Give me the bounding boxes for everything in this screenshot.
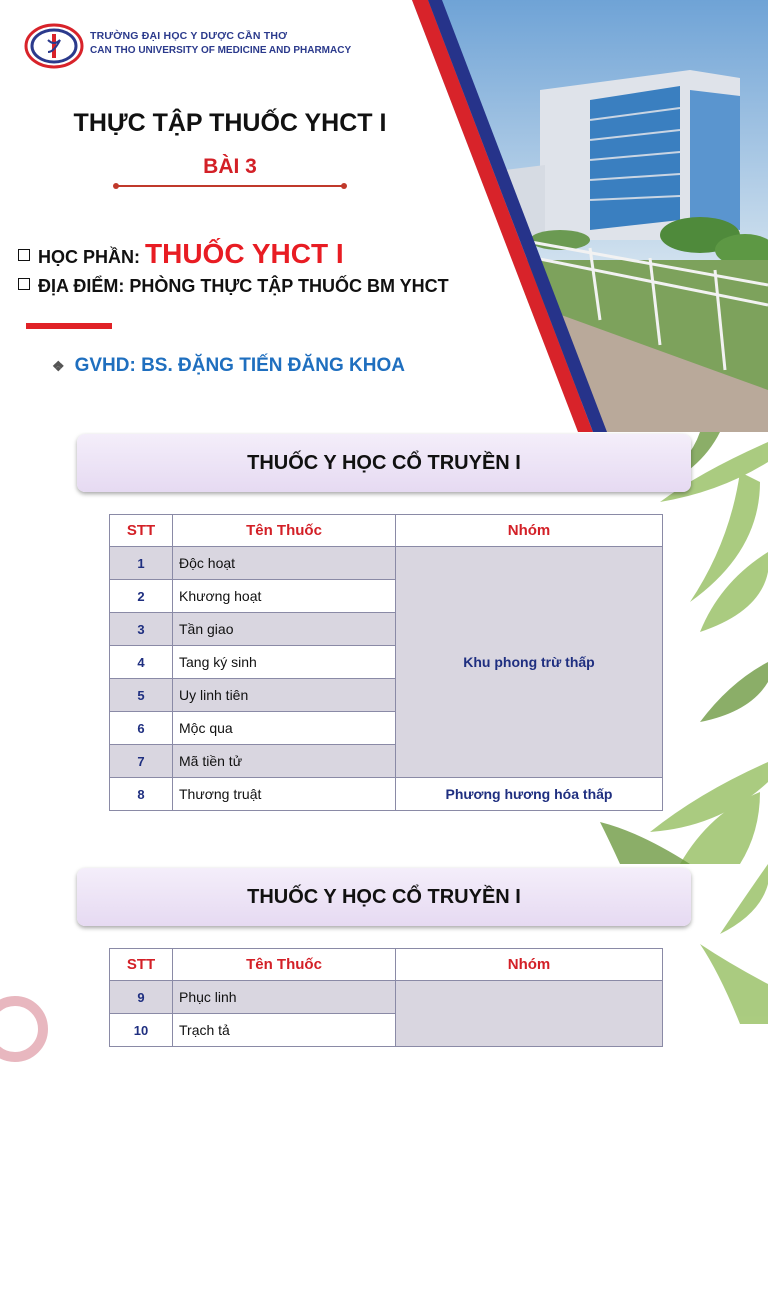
stt-cell: 3 xyxy=(110,613,173,646)
university-name-vn: TRƯỜNG ĐẠI HỌC Y DƯỢC CẦN THƠ xyxy=(90,30,288,42)
stt-cell: 6 xyxy=(110,712,173,745)
herb-name-cell: Độc hoạt xyxy=(173,547,396,580)
herb-name-cell: Khương hoạt xyxy=(173,580,396,613)
herb-name-cell: Trạch tả xyxy=(173,1014,396,1047)
divider-dot-right xyxy=(341,183,347,189)
stt-cell: 2 xyxy=(110,580,173,613)
instructor-name: GVHD: BS. ĐẶNG TIẾN ĐĂNG KHOA xyxy=(74,355,405,376)
herb-name-cell: Phục linh xyxy=(173,981,396,1014)
checkbox-bullet-icon xyxy=(18,249,30,261)
location-label: ĐỊA ĐIỂM: xyxy=(38,276,125,296)
stt-cell: 8 xyxy=(110,778,173,811)
accent-bar xyxy=(26,323,112,329)
stt-cell: 4 xyxy=(110,646,173,679)
herb-name-cell: Thương truật xyxy=(173,778,396,811)
herb-name-cell: Tần giao xyxy=(173,613,396,646)
instructor-line xyxy=(52,355,405,377)
stt-cell: 7 xyxy=(110,745,173,778)
table-row xyxy=(110,778,663,811)
column-header-group: Nhóm xyxy=(396,949,663,981)
diamond-bullet-icon: ❖ xyxy=(52,358,65,374)
herb-name-cell: Mộc qua xyxy=(173,712,396,745)
course-label: HỌC PHẦN: xyxy=(38,247,140,267)
title-slide xyxy=(0,0,768,432)
herb-name-cell: Mã tiền tử xyxy=(173,745,396,778)
herb-table xyxy=(109,514,663,811)
herb-name-cell: Tang ký sinh xyxy=(173,646,396,679)
section-banner: THUỐC Y HỌC CỔ TRUYỀN I xyxy=(77,434,691,492)
group-cell: Phương hương hóa thấp xyxy=(396,778,663,811)
section-banner: THUỐC Y HỌC CỔ TRUYỀN I xyxy=(77,868,691,926)
group-cell: Khu phong trừ thấp xyxy=(396,547,663,778)
location-value: PHÒNG THỰC TẬP THUỐC BM YHCT xyxy=(129,276,449,296)
stt-cell: 9 xyxy=(110,981,173,1014)
slide-title: THỰC TẬP THUỐC YHCT I xyxy=(73,109,387,137)
table-row xyxy=(110,981,663,1014)
course-value: THUỐC YHCT I xyxy=(145,238,344,269)
checkbox-bullet-icon xyxy=(18,278,30,290)
table-slide-2 xyxy=(0,864,768,1296)
university-logo xyxy=(24,22,84,70)
herb-table xyxy=(109,948,663,1047)
university-name-en: CAN THO UNIVERSITY OF MEDICINE AND PHARMACY xyxy=(90,45,352,56)
location-line xyxy=(18,276,449,297)
column-header-name: Tên Thuốc xyxy=(173,949,396,981)
table-row xyxy=(110,547,663,580)
bamboo-leaves-decoration xyxy=(0,864,768,1296)
group-cell xyxy=(396,981,663,1047)
stt-cell: 1 xyxy=(110,547,173,580)
divider-dot-left xyxy=(113,183,119,189)
stt-cell: 10 xyxy=(110,1014,173,1047)
column-header-group: Nhóm xyxy=(396,515,663,547)
course-line xyxy=(18,238,344,270)
title-divider xyxy=(116,185,344,187)
column-header-stt: STT xyxy=(110,949,173,981)
stt-cell: 5 xyxy=(110,679,173,712)
herb-name-cell: Uy linh tiên xyxy=(173,679,396,712)
column-header-name: Tên Thuốc xyxy=(173,515,396,547)
lesson-label: BÀI 3 xyxy=(203,155,257,178)
table-slide-1 xyxy=(0,432,768,864)
column-header-stt: STT xyxy=(110,515,173,547)
